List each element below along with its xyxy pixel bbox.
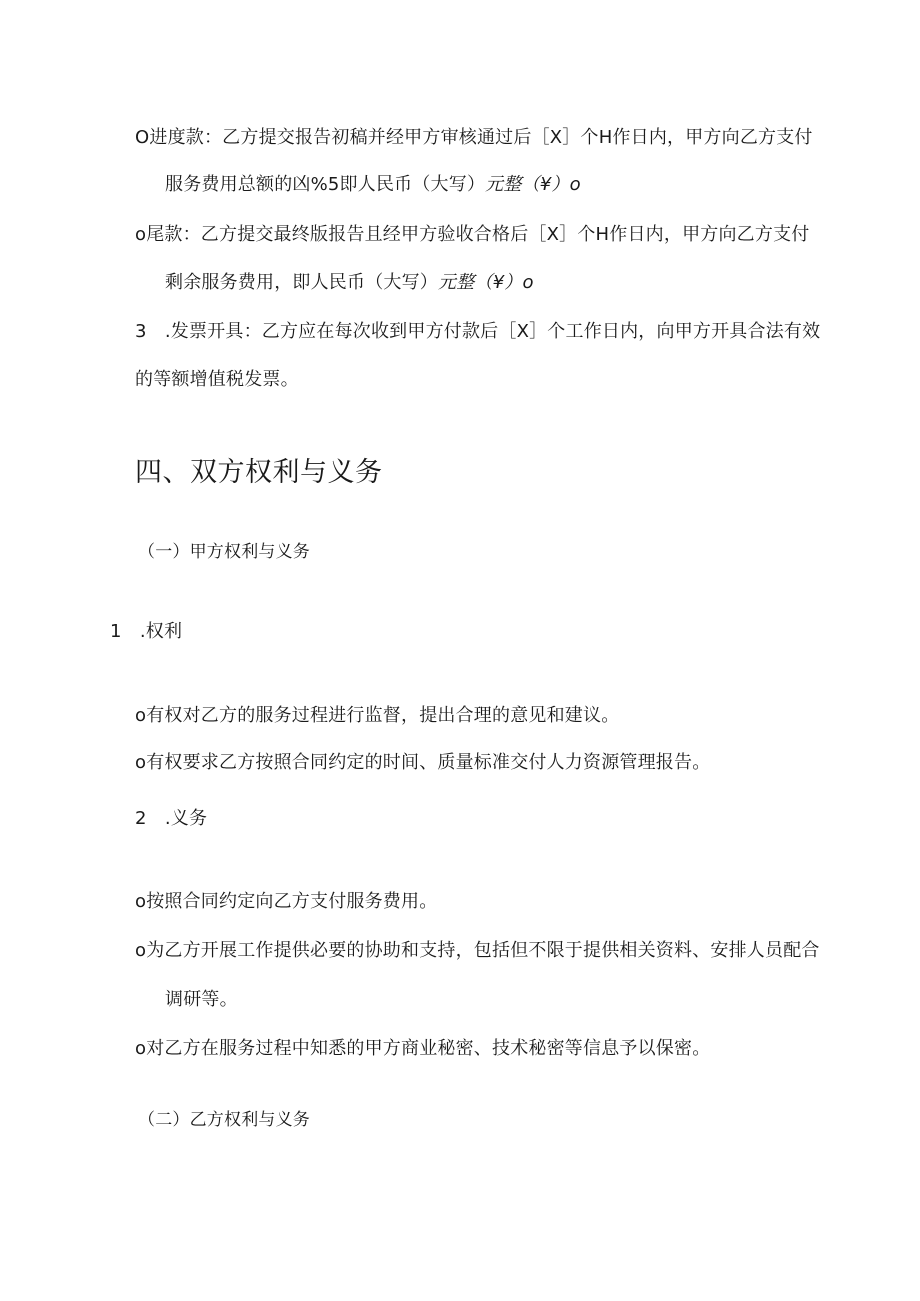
progress-payment-line-1: O进度款：乙方提交报告初稿并经甲方审核通过后［X］个H作日内，甲方向乙方支付 <box>135 127 813 148</box>
final-payment-text: 剩余服务费用，即人民币（大写） <box>165 272 438 293</box>
duty-item-2-line-2: 调研等。 <box>165 989 238 1010</box>
section-4-title: 四、双方权利与义务 <box>135 457 383 488</box>
final-payment-line-2 <box>165 271 534 295</box>
right-item-2: o有权要求乙方按照合同约定的时间、质量标准交付人力资源管理报告。 <box>135 752 711 773</box>
party-a-heading: （一）甲方权利与义务 <box>138 542 310 562</box>
final-payment-amount: 元整（¥）o <box>438 272 534 293</box>
progress-payment-text: 服务费用总额的凶%5即人民币（大写） <box>165 174 486 195</box>
progress-payment-line-2 <box>165 173 581 197</box>
rights-heading: 1 .权利 <box>110 621 183 642</box>
duties-heading: 2 .义务 <box>135 808 208 829</box>
progress-payment-amount: 元整（¥）o <box>485 174 581 195</box>
duty-item-2-line-1: o为乙方开展工作提供必要的协助和支持，包括但不限于提供相关资料、安排人员配合 <box>135 940 820 961</box>
invoice-line-1: 3 .发票开具：乙方应在每次收到甲方付款后［X］个工作日内，向甲方开具合法有效 <box>135 321 821 342</box>
right-item-1: o有权对乙方的服务过程进行监督，提出合理的意见和建议。 <box>135 705 620 726</box>
invoice-line-2: 的等额增值税发票。 <box>135 369 299 390</box>
duty-item-1: o按照合同约定向乙方支付服务费用。 <box>135 891 438 912</box>
party-b-heading: （二）乙方权利与义务 <box>138 1110 310 1130</box>
duty-item-3: o对乙方在服务过程中知悉的甲方商业秘密、技术秘密等信息予以保密。 <box>135 1038 711 1059</box>
final-payment-line-1: o尾款：乙方提交最终版报告且经甲方验收合格后［X］个H作日内，甲方向乙方支付 <box>135 224 810 245</box>
